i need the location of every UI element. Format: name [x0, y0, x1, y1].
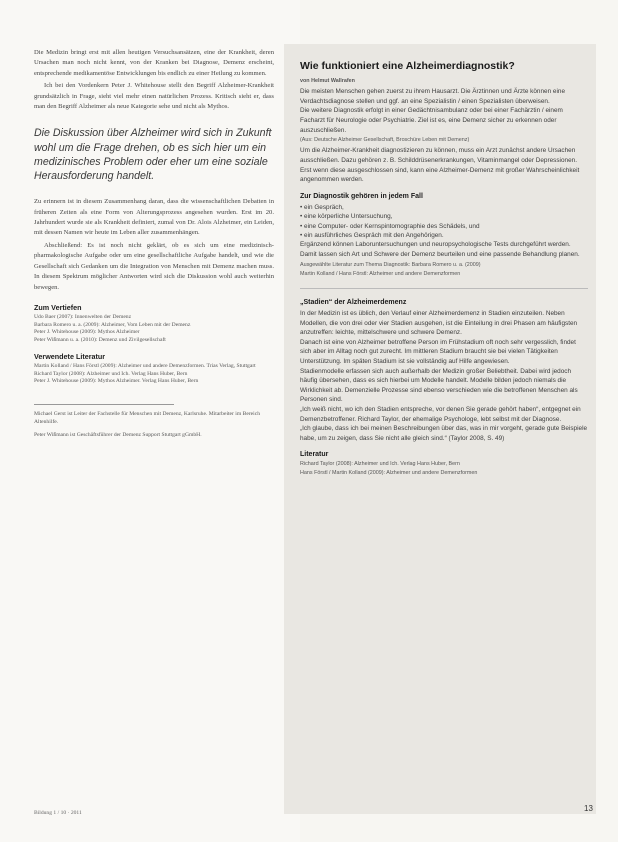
sidebar-paragraph: Die weitere Diagnostik erfolgt in einer Gedächtnisambulanz oder bei einer Fachärztin / einem Facharzt für Neurologie oder Psychiatrie. Ziel ist es, eine Demenz sicher zu erkennen oder auszuschließen.	[300, 107, 563, 134]
body-paragraph-1: Zu erinnern ist in diesem Zusammenhang daran, dass die wissenschaftlichen Debatten in früheren Zeiten als eine Form von Alterungsprozess angesehen wurden. Erst im 20. Jahrhundert wurde sie als Krankheit definiert, zumal von Dr. Alois Alzheimer, ein Leiden, mit dessen Namen wir heute im Leben aller zusammenhängen.	[34, 198, 274, 237]
vertiefen-item: Udo Baer (2007): Innenwelten der Demenz	[34, 313, 132, 320]
stadien-paragraph: Stadienmodelle erfassen sich auch außerhalb der Medizin großer Beliebtheit. Dabei wird jedoch häufig übersehen, dass es sich hierbei um Modelle handelt. Modelle bilden jedoch niemals die Wirklichkeit ab. Demenzielle Prozesse sind ebenso verschieden wie die betroffenen Menschen als Personen sind.	[300, 367, 578, 404]
body-paragraph-2: Abschließend: Es ist noch nicht geklärt, ob es sich um eine medizinisch-pharmakologische Aufgabe oder um eine gesellschaftliche Aufgabe handelt, und wie die Gesellschaft sich Gedanken um die Integration von Menschen mit Demenz machen muss. In diesem Spektrum möglicher Antworten wird sich die Diskussion wohl auch weiterhin bewegen.	[34, 241, 274, 291]
sidebar-literatur-item: Richard Taylor (2008): Alzheimer und Ich. Verlag Hans Huber, Bern	[300, 461, 460, 468]
list-item: • eine körperliche Untersuchung,	[300, 213, 393, 221]
sidebar-divider	[300, 288, 588, 289]
literatur-item: Martin Kolland / Hans Förstl (2009): Alzheimer und andere Demenzformen. Trias Verlag, Stuttgart	[34, 363, 256, 370]
stadien-paragraph: In der Medizin ist es üblich, den Verlauf einer Alzheimerdemenz in Stadien einzuteilen. Neben Modellen, die von drei oder vier Stadien ausgehen, ist die Einteilung in drei Phasen am häufigsten anzutreffen: leichte, mittelschwere und schwere Demenz.	[300, 309, 578, 337]
stadien-paragraph: Danach ist eine von Alzheimer betroffene Person im Frühstadium oft noch sehr vergesslich, findet sich aber im Alltag noch gut zurecht. Im mittleren Stadium braucht sie bei vielen Tätigkeiten Unterstützung. Im späten Stadium ist sie vollständig auf Hilfe angewiesen.	[300, 338, 576, 365]
intro-paragraph-2: Ich bei den Vordenkern Peter J. Whitehouse stellt den Begriff Alzheimer-Krankheit grundsätzlich in Frage, sieht viel mehr einen natürlichen Prozess. Kritisch sieht er, dass man den Begriff Alzheimer als neue Kategorie sehe und nicht als Mythos.	[34, 82, 274, 111]
literatur-heading: Verwendete Literatur	[34, 352, 106, 362]
stadien-paragraph: „Ich glaube, dass ich bei meinen Beschreibungen über das, was in mir vorgeht, gerade gute Beispiele habe, um zu zeigen, dass Sie nicht alle gleich sind.“ (Taylor 2008, S. 49)	[300, 425, 588, 442]
diagnostik-list	[300, 203, 588, 241]
diagnostik-source: Martin Kolland / Hans Förstl: Alzheimer und andere Demenzformen	[300, 270, 461, 277]
list-item: • ein Gespräch,	[300, 203, 344, 211]
sidebar-author: von Helmut Wallrafen	[300, 78, 355, 84]
vertiefen-item: Peter J. Whitehouse (2009): Mythos Alzheimer	[34, 329, 140, 336]
sidebar-source: (Aus: Deutsche Alzheimer Gesellschaft, Broschüre Leben mit Demenz)	[300, 137, 470, 144]
diagnostik-heading: Zur Diagnostik gehören in jedem Fall	[300, 192, 423, 200]
stadien-heading: „Stadien“ der Alzheimerdemenz	[300, 298, 407, 306]
sidebar-paragraph: Die meisten Menschen gehen zuerst zu ihrem Hausarzt. Die Ärztinnen und Ärzte können eine Verdachtsdiagnose stellen und ggf. an eine Spezialistin / einen Spezialisten überweisen.	[300, 88, 565, 105]
diagnostik-source: Ausgewählte Literatur zum Thema Diagnostik: Barbara Romero u. a. (2009)	[300, 261, 481, 268]
bio-divider	[34, 404, 174, 405]
stadien-paragraph: „Ich weiß nicht, wo ich den Stadien entspreche, vor denen Sie gerade gehört haben“, entgegnet ein Demenzbetroffener. Richard Taylor, der ehemalige Psychologe, lebt selbst mit der Diagnose.	[300, 405, 581, 423]
list-item: • eine Computer- oder Kernspintomographie des Schädels, und	[300, 222, 480, 230]
sidebar-paragraph: Um die Alzheimer-Krankheit diagnostizieren zu können, muss ein Arzt zunächst andere Ursachen ausschließen. Dazu gehören z. B. Schilddrüsenerkrankungen, Vitaminmangel oder Depressionen. Erst wenn diese ausgeschlossen sind, kann eine Alzheimer-Demenz mit großer Wahrscheinlichkeit angenommen werden.	[300, 147, 580, 184]
author-bio: Peter Wißmann ist Geschäftsführer der Demenz Support Stuttgart gGmbH.	[34, 432, 202, 439]
left-column	[34, 48, 274, 440]
diagnostik-text: Ergänzend können Laboruntersuchungen und neuropsychologische Tests durchgeführt werden. Damit lassen sich Art und Schwere der Demenz beurteilen und eine passende Behandlung planen.	[300, 241, 580, 258]
intro-paragraph-1: Die Medizin bringt erst mit allen heutigen Versuchsansätzen, eine der Krankheit, deren Ursachen man noch nicht kennt, von der Kranken bei Diagnose, Demenz erscheint, entsprechende medikamentöse Entwicklungen bis endlich zu einer Heilung zu kommen.	[34, 49, 274, 77]
page-number: 13	[584, 804, 593, 813]
sidebar-title: Wie funktioniert eine Alzheimerdiagnostik?	[300, 60, 515, 72]
list-item: • ein ausführliches Gespräch mit den Angehörigen.	[300, 231, 444, 239]
vertiefen-heading: Zum Vertiefen	[34, 302, 82, 312]
page-footer: Bildung 1 / 10 · 2011	[34, 810, 82, 816]
sidebar-literatur-heading: Literatur	[300, 451, 329, 459]
literatur-item: Richard Taylor (2008): Alzheimer und Ich. Verlag Hans Huber, Bern	[34, 370, 188, 377]
literatur-item: Peter J. Whitehouse (2009): Mythos Alzheimer. Verlag Hans Huber, Bern	[34, 378, 199, 385]
vertiefen-item: Peter Wißmann u. a. (2010): Demenz und Zivilgesellschaft	[34, 336, 166, 343]
author-bio: Michael Gerst ist Leiter der Fachstelle für Menschen mit Demenz, Karlsruhe. Mitarbeiter im Bereich Altenhilfe.	[34, 411, 261, 425]
pull-quote: Die Diskussion über Alzheimer wird sich in Zukunft wohl um die Frage drehen, ob es sich hier um ein medizinisches Problem oder eher um eine soziale Herausforderung handelt.	[34, 127, 272, 183]
sidebar-content	[300, 60, 588, 480]
vertiefen-item: Barbara Romero u. a. (2009): Alzheimer, Vom Leben mit der Demenz	[34, 321, 191, 328]
sidebar-literatur-item: Hans Förstl / Martin Kolland (2009): Alzheimer und andere Demenzformen	[300, 470, 478, 477]
